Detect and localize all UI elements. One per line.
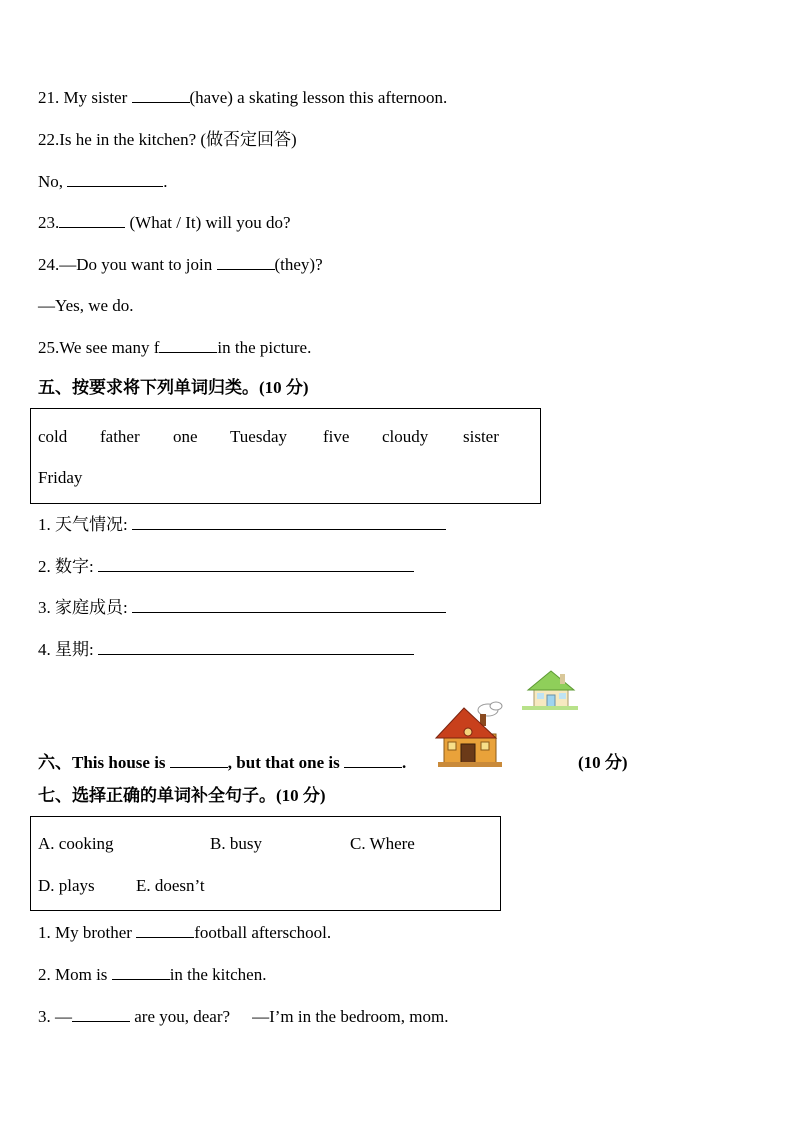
question-24-reply: —Yes, we do. — [38, 296, 134, 315]
answer-blank[interactable] — [72, 1007, 130, 1022]
word-bank-item: one — [173, 427, 198, 446]
category-family: 3. 家庭成员: — [38, 598, 446, 618]
word-bank-item: Friday — [38, 468, 83, 487]
category-weekdays: 4. 星期: — [38, 640, 414, 660]
small-house-image — [522, 668, 578, 712]
option-c: C. Where — [350, 834, 415, 853]
answer-blank[interactable] — [98, 557, 414, 572]
question-21: 21. My sister (have) a skating lesson this afternoon. — [38, 88, 448, 107]
question-22: 22.Is he in the kitchen? (做否定回答) — [38, 130, 297, 149]
word-bank-item: sister — [463, 427, 499, 446]
options-box — [30, 816, 501, 911]
word-bank-item: five — [323, 427, 350, 446]
category-weather: 1. 天气情况: — [38, 515, 446, 535]
question-24: 24.—Do you want to join (they)? — [38, 255, 323, 274]
answer-blank[interactable] — [67, 172, 163, 187]
word-bank-item: Tuesday — [230, 427, 287, 446]
answer-blank[interactable] — [217, 255, 275, 270]
section-6-question: 六、This house is , but that one is . — [38, 753, 407, 772]
section-7-title: 七、选择正确的单词补全句子。(10 分) — [38, 786, 326, 805]
question-25: 25.We see many f in the picture. — [38, 338, 312, 357]
word-bank-item: father — [100, 427, 140, 446]
section-7-question-2: 2. Mom is in the kitchen. — [38, 965, 267, 984]
option-a: A. cooking — [38, 834, 114, 853]
question-23: 23. (What / It) will you do? — [38, 213, 291, 232]
answer-blank[interactable] — [98, 640, 414, 655]
answer-blank[interactable] — [132, 598, 446, 613]
big-house-image — [434, 700, 506, 770]
answer-blank[interactable] — [170, 753, 228, 768]
word-bank-item: cloudy — [382, 427, 429, 446]
section-7-question-1: 1. My brother football afterschool. — [38, 923, 332, 942]
answer-blank[interactable] — [132, 515, 446, 530]
section-5-title: 五、按要求将下列单词归类。(10 分) — [38, 378, 309, 397]
option-b: B. busy — [210, 834, 262, 853]
answer-blank[interactable] — [159, 338, 217, 353]
answer-blank[interactable] — [136, 923, 194, 938]
option-d: D. plays — [38, 876, 95, 895]
answer-blank[interactable] — [112, 965, 170, 980]
answer-blank[interactable] — [344, 753, 402, 768]
answer-blank[interactable] — [59, 213, 125, 228]
question-22-answer: No, . — [38, 172, 168, 191]
section-7-question-3: 3. — are you, dear? —I’m in the bedroom, mom. — [38, 1007, 449, 1026]
word-bank-box — [30, 408, 541, 504]
word-bank-item: cold — [38, 427, 68, 446]
answer-blank[interactable] — [132, 88, 190, 103]
section-6-score: (10 分) — [578, 753, 628, 772]
option-e: E. doesn’t — [136, 876, 205, 895]
category-numbers: 2. 数字: — [38, 557, 414, 577]
